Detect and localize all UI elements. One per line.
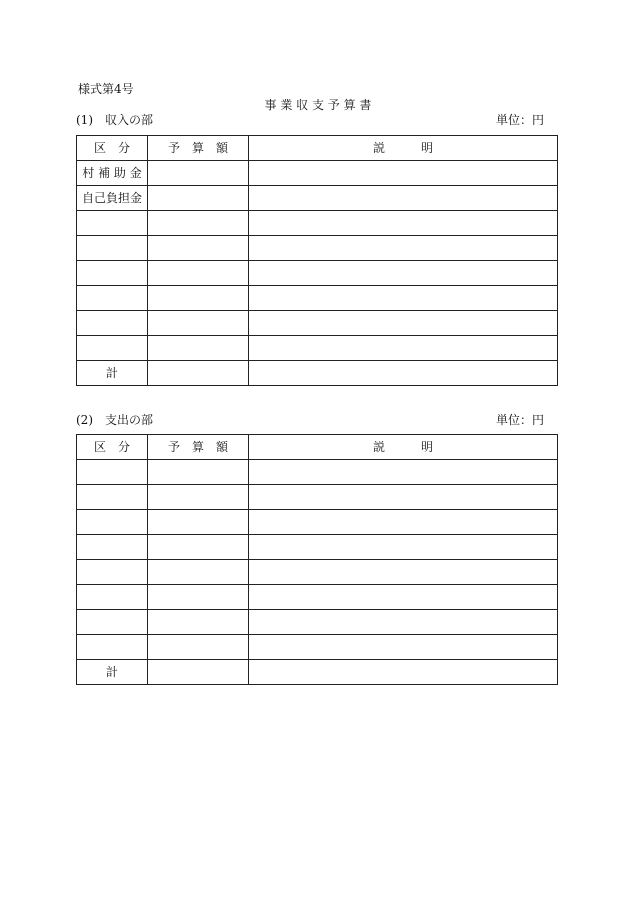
category-cell[interactable] (77, 460, 148, 485)
table-header-row (77, 435, 558, 460)
category-cell[interactable] (77, 286, 148, 311)
description-cell[interactable] (249, 535, 558, 560)
header-category: 区 分 (77, 435, 148, 460)
category-cell[interactable] (77, 311, 148, 336)
amount-cell[interactable] (148, 261, 249, 286)
category-cell[interactable] (77, 585, 148, 610)
amount-cell[interactable] (148, 460, 249, 485)
amount-cell[interactable] (148, 485, 249, 510)
total-amount-cell[interactable] (148, 361, 249, 386)
table-row (77, 560, 558, 585)
category-cell[interactable] (77, 510, 148, 535)
income-section-title: (1) 収入の部 (76, 113, 153, 127)
category-cell[interactable] (77, 535, 148, 560)
category-cell[interactable]: 自己負担金 (77, 186, 148, 211)
description-cell[interactable] (249, 336, 558, 361)
description-cell[interactable] (249, 485, 558, 510)
expense-section-title: (2) 支出の部 (76, 413, 153, 427)
amount-cell[interactable] (148, 186, 249, 211)
income-table (76, 135, 558, 386)
description-cell[interactable] (249, 286, 558, 311)
table-row (77, 510, 558, 535)
description-cell[interactable] (249, 211, 558, 236)
amount-cell[interactable] (148, 236, 249, 261)
description-cell[interactable] (249, 585, 558, 610)
category-cell[interactable] (77, 336, 148, 361)
table-row (77, 186, 558, 211)
table-row (77, 336, 558, 361)
table-row (77, 161, 558, 186)
amount-cell[interactable] (148, 560, 249, 585)
description-cell[interactable] (249, 635, 558, 660)
description-cell[interactable] (249, 610, 558, 635)
description-cell[interactable] (249, 560, 558, 585)
table-row (77, 635, 558, 660)
table-total-row (77, 660, 558, 685)
form-number: 様式第4号 (78, 82, 134, 96)
header-budget-amount: 予 算 額 (148, 435, 249, 460)
expense-table (76, 434, 558, 685)
amount-cell[interactable] (148, 311, 249, 336)
description-cell[interactable] (249, 261, 558, 286)
table-row (77, 286, 558, 311)
table-row (77, 585, 558, 610)
income-section-header (76, 113, 544, 127)
description-cell[interactable] (249, 460, 558, 485)
table-row (77, 610, 558, 635)
description-cell[interactable] (249, 186, 558, 211)
amount-cell[interactable] (148, 161, 249, 186)
amount-cell[interactable] (148, 535, 249, 560)
table-row (77, 460, 558, 485)
table-row (77, 236, 558, 261)
category-cell[interactable] (77, 560, 148, 585)
amount-cell[interactable] (148, 585, 249, 610)
table-row (77, 261, 558, 286)
header-category: 区 分 (77, 136, 148, 161)
header-description: 説 明 (249, 136, 558, 161)
category-cell[interactable] (77, 211, 148, 236)
header-description: 説 明 (249, 435, 558, 460)
category-cell[interactable] (77, 635, 148, 660)
table-row (77, 311, 558, 336)
expense-unit-label: 単位：円 (495, 413, 544, 427)
expense-section-header (76, 413, 544, 427)
amount-cell[interactable] (148, 610, 249, 635)
header-budget-amount: 予 算 額 (148, 136, 249, 161)
income-unit-label: 単位：円 (495, 113, 544, 127)
total-description-cell[interactable] (249, 660, 558, 685)
category-cell[interactable] (77, 485, 148, 510)
amount-cell[interactable] (148, 510, 249, 535)
total-label: 計 (77, 361, 148, 386)
description-cell[interactable] (249, 510, 558, 535)
table-row (77, 485, 558, 510)
description-cell[interactable] (249, 236, 558, 261)
category-cell[interactable] (77, 261, 148, 286)
category-cell[interactable]: 村 補 助 金 (77, 161, 148, 186)
table-total-row (77, 361, 558, 386)
description-cell[interactable] (249, 161, 558, 186)
category-cell[interactable] (77, 610, 148, 635)
description-cell[interactable] (249, 311, 558, 336)
total-description-cell[interactable] (249, 361, 558, 386)
amount-cell[interactable] (148, 286, 249, 311)
table-row (77, 211, 558, 236)
amount-cell[interactable] (148, 336, 249, 361)
table-row (77, 535, 558, 560)
document-title: 事 業 収 支 予 算 書 (264, 98, 372, 112)
total-label: 計 (77, 660, 148, 685)
amount-cell[interactable] (148, 211, 249, 236)
amount-cell[interactable] (148, 635, 249, 660)
category-cell[interactable] (77, 236, 148, 261)
total-amount-cell[interactable] (148, 660, 249, 685)
table-header-row (77, 136, 558, 161)
